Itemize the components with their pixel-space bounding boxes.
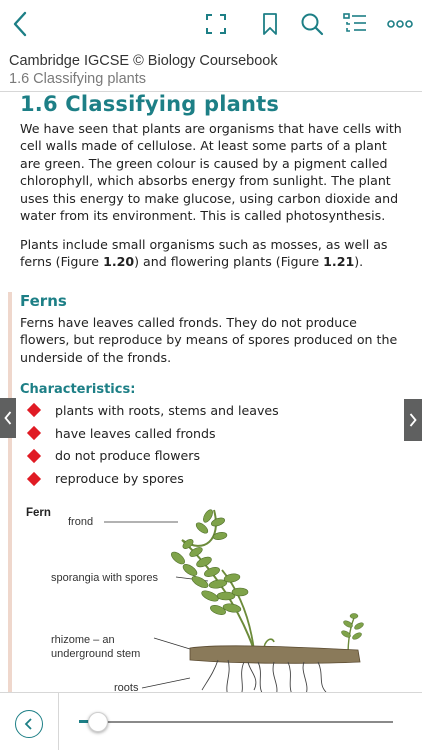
bookmark-icon[interactable]: [254, 8, 286, 40]
bullet-diamond-icon: [27, 426, 41, 440]
section-margin-bar: [8, 292, 12, 692]
previous-page-button[interactable]: [0, 398, 16, 438]
list-item: have leaves called fronds: [26, 422, 406, 445]
figure-ref-1-21[interactable]: 1.21: [323, 254, 355, 270]
list-item: do not produce flowers: [26, 445, 406, 468]
chevron-left-icon: [4, 411, 12, 425]
intro-paragraph: We have seen that plants are organisms that have cells with cell walls made of cellulose. At least some parts of a plant are green. The green colour is caused by a pigment called chlorophyll, which absorbs energy from sunlight. The plant uses this energy to make glucose, using carbon dioxide and water from its environment. This is called photosynthesis.: [20, 121, 402, 224]
page-slider-track[interactable]: [79, 721, 393, 723]
chevron-left-icon: [24, 718, 34, 730]
bullet-diamond-icon: [27, 449, 41, 463]
top-toolbar: [0, 0, 422, 48]
book-header: [0, 48, 422, 92]
figure-title: Fern: [26, 507, 51, 519]
ferns-paragraph: Ferns have leaves called fronds. They do not produce flowers, but reproduce by means of spores produced on the underside of the fronds.: [20, 315, 398, 365]
figure-ref-1-20[interactable]: 1.20: [103, 254, 135, 270]
label-roots: roots: [114, 682, 139, 692]
ferns-heading: Ferns: [20, 292, 67, 310]
page-heading: 1.6 Classifying plants: [20, 92, 280, 116]
page-content[interactable]: [0, 92, 422, 692]
label-frond: frond: [68, 516, 94, 528]
book-title: Cambridge IGCSE © Biology Coursebook: [9, 53, 278, 69]
plants-paragraph: Plants include small organisms such as mosses, as well as ferns (Figure 1.20) and flowering plants (Figure 1.21).: [20, 237, 388, 270]
fit-screen-icon[interactable]: [200, 8, 232, 40]
list-item: plants with roots, stems and leaves: [26, 399, 406, 422]
characteristics-list: [26, 399, 406, 490]
list-item: reproduce by spores: [26, 467, 406, 490]
bullet-diamond-icon: [27, 472, 41, 486]
table-of-contents-icon[interactable]: [339, 8, 371, 40]
characteristics-heading: Characteristics:: [20, 382, 136, 397]
bullet-diamond-icon: [27, 403, 41, 417]
section-title: 1.6 Classifying plants: [9, 71, 147, 87]
divider: [58, 693, 59, 750]
label-rhizome: rhizome – an underground stem: [51, 634, 141, 660]
bottom-bar: [0, 692, 422, 750]
fern-figure[interactable]: [18, 500, 378, 692]
fern-illustration: [18, 500, 378, 692]
more-icon[interactable]: [382, 8, 418, 40]
page-slider-thumb[interactable]: [88, 712, 108, 732]
label-sporangia: sporangia with spores: [51, 572, 159, 584]
next-page-button[interactable]: [404, 399, 422, 441]
back-chevron-icon[interactable]: [4, 8, 36, 40]
search-icon[interactable]: [296, 8, 328, 40]
chevron-right-icon: [409, 413, 417, 427]
go-back-button[interactable]: [15, 710, 43, 738]
